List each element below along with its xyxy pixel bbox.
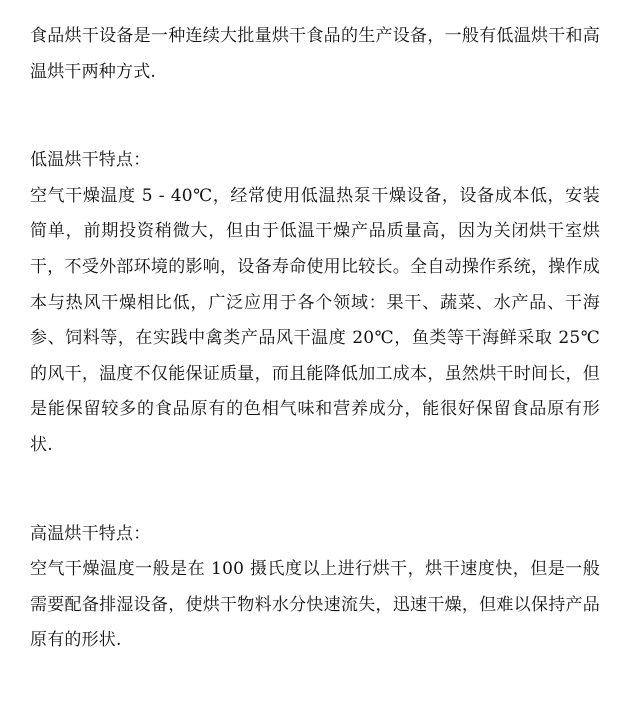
intro-paragraph: 食品烘干设备是一种连续大批量烘干食品的生产设备，一般有低温烘干和高温烘干两种方式. — [30, 26, 600, 82]
low-temp-paragraph: 空气干燥温度 5 - 40℃，经常使用低温热泵干燥设备，设备成本低，安装简单，前期投资稍微大，但由于低温干燥产品质量高，因为关闭烘干室烘干，不受外部环境的影响，设备寿命使用比较长。全自动操作系统，操作成本与热风干燥相比低，广泛应用于各个领域：果干、蔬菜、水产品、干海参、饲料等，在实践中禽类产品风干温度 20℃，鱼类等干海鲜采取 25℃的风干，温度不仅能保证质量，而且能降低加工成本，虽然烘干时间长，但是能保留较多的食品原有的色相气味和营养成分，能很好保留食品原有形状. — [30, 185, 600, 455]
paragraph-spacer — [30, 464, 600, 517]
high-temp-paragraph: 空气干燥温度一般是在 100 摄氏度以上进行烘干，烘干速度快，但是一般需要配备排湿设备，使烘干物料水分快速流失，迅速干燥，但难以保持产品原有的形状. — [30, 559, 600, 651]
low-temp-heading: 低温烘干特点： — [30, 150, 151, 171]
paragraph-spacer — [30, 90, 600, 143]
document-body — [30, 19, 600, 659]
high-temp-heading: 高温烘干特点： — [30, 523, 151, 544]
